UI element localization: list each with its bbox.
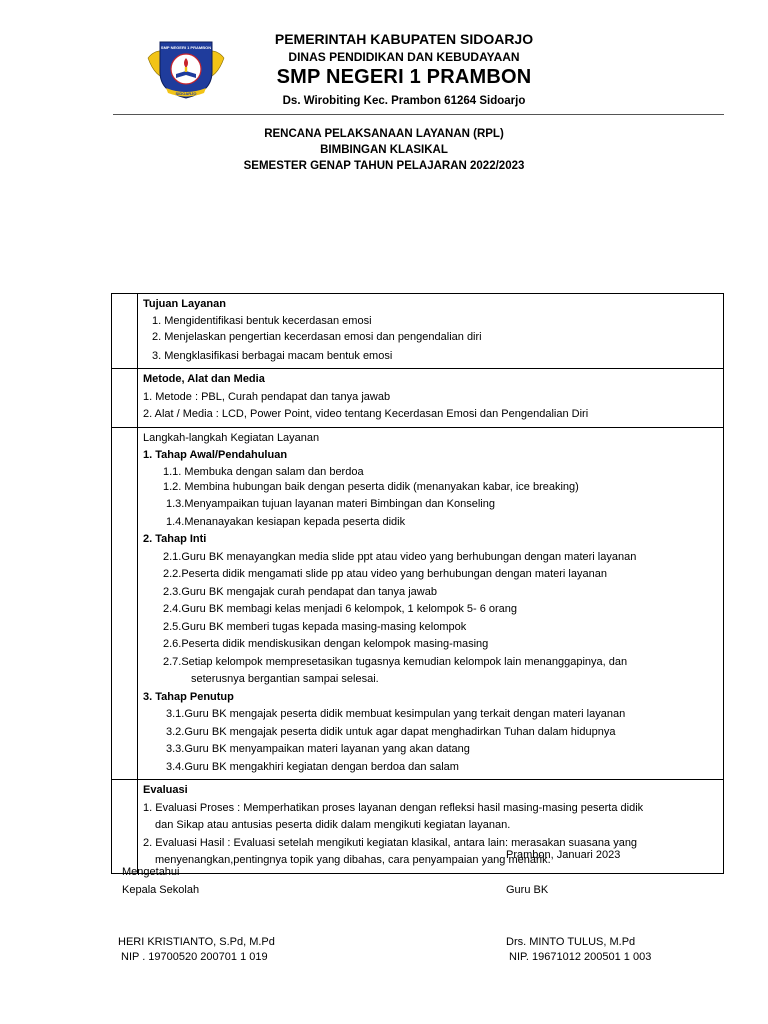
principal-name: HERI KRISTIANTO, S.Pd, M.Pd [118,936,275,948]
place-date: Prambon, Januari 2023 [506,849,621,861]
evaluasi-hasil: 2. Evaluasi Hasil : Evaluasi setelah mengikuti kegiatan klasikal, antara lain: merasakan suasana yang [143,836,638,849]
svg-text:SMP NEGERI 1 PRAMBON: SMP NEGERI 1 PRAMBON [160,45,212,50]
evaluasi-proses-cont: dan Sikap atau antusias peserta didik dalam mengikuti kegiatan layanan. [155,819,511,831]
tujuan-item: 2. Menjelaskan pengertian kecerdasan emosi dan pengendalian diri [152,330,482,343]
acknowledge-label: Mengetahui [122,866,180,878]
inti-item: 2.4.Guru BK membagi kelas menjadi 6 kelompok, 1 kelompok 5- 6 orang [163,603,518,615]
tujuan-heading: Tujuan Layanan [143,298,226,310]
number-cell [112,780,138,874]
number-cell [112,427,138,780]
awal-item: 1.3.Menyampaikan tujuan layanan materi Bimbingan dan Konseling [166,498,495,510]
evaluasi-heading: Evaluasi [143,784,188,796]
awal-item: 1.2. Membina hubungan baik dengan peserta didik (menanyakan kabar, ice breaking) [163,480,579,493]
school-address: Ds. Wirobiting Kec. Prambon 61264 Sidoarjo [282,95,526,107]
counselor-title: Guru BK [506,884,549,896]
department-name: DINAS PENDIDIKAN DAN KEBUDAYAAN [288,50,520,64]
principal-title: Kepala Sekolah [122,884,200,896]
doc-title-line2: BIMBINGAN KLASIKAL [320,144,448,156]
awal-item: 1.4.Menanayakan kesiapan kepada peserta didik [166,515,406,528]
row-tujuan [112,294,724,369]
metode-item: 1. Metode : PBL, Curah pendapat dan tanya jawab [143,390,391,403]
inti-item: 2.5.Guru BK memberi tugas kepada masing-masing kelompok [163,620,467,633]
evaluasi-proses: 1. Evaluasi Proses : Memperhatikan proses layanan dengan refleksi hasil masing-masing peserta didik [143,801,644,814]
counselor-nip: NIP. 19671012 200501 1 003 [509,951,652,963]
langkah-cell [138,427,724,780]
tahap-penutup-heading: 3. Tahap Penutup [143,690,234,703]
doc-title-line3: SEMESTER GENAP TAHUN PELAJARAN 2022/2023 [243,160,525,172]
counselor-name: Drs. MINTO TULUS, M.Pd [506,936,636,948]
inti-item: 2.6.Peserta didik mendiskusikan dengan kelompok masing-masing [163,638,489,650]
svg-text:SIDOARJO: SIDOARJO [175,91,197,96]
tujuan-item: 3. Mengklasifikasi berbagai macam bentuk emosi [152,350,393,362]
metode-heading: Metode, Alat dan Media [143,373,265,385]
tahap-awal-heading: 1. Tahap Awal/Pendahuluan [143,449,288,461]
inti-item-continuation: seterusnya bergantian sampai selesai. [191,673,379,685]
penutup-item: 3.1.Guru BK mengajak peserta didik membuat kesimpulan yang terkait dengan materi layanan [166,708,626,720]
inti-item: 2.3.Guru BK mengajak curah pendapat dan tanya jawab [163,585,437,598]
principal-nip: NIP . 19700520 200701 1 019 [121,951,268,963]
school-name: SMP NEGERI 1 PRAMBON [276,66,532,88]
awal-item: 1.1. Membuka dengan salam dan berdoa [163,465,364,478]
inti-item: 2.1.Guru BK menayangkan media slide ppt atau video yang berhubungan dengan materi layanan [163,550,637,563]
inti-item: 2.2.Peserta didik mengamati slide pp atau video yang berhubungan dengan materi layanan [163,568,607,580]
inti-item: 2.7.Setiap kelompok mempresetasikan tugasnya kemudian kelompok lain menanggapinya, dan [163,655,628,668]
metode-cell [138,369,724,428]
penutup-item: 3.4.Guru BK mengakhiri kegiatan dengan berdoa dan salam [166,760,459,773]
metode-item: 2. Alat / Media : LCD, Power Point, video tentang Kecerdasan Emosi dan Pengendalian Diri [143,408,589,420]
tujuan-item: 1. Mengidentifikasi bentuk kecerdasan emosi [152,314,372,327]
langkah-heading: Langkah-langkah Kegiatan Layanan [143,431,320,444]
tujuan-cell [138,294,724,369]
penutup-item: 3.2.Guru BK mengajak peserta didik untuk agar dapat menghadirkan Tuhan dalam hidupnya [166,725,616,738]
row-evaluasi [112,780,724,874]
penutup-item: 3.3.Guru BK menyampaikan materi layanan yang akan datang [166,743,470,755]
row-langkah [112,427,724,780]
letterhead-divider [113,114,724,115]
government-name: PEMERINTAH KABUPATEN SIDOARJO [274,31,534,47]
doc-title-line1: RENCANA PELAKSANAAN LAYANAN (RPL) [264,128,504,140]
row-metode [112,369,724,428]
tahap-inti-heading: 2. Tahap Inti [143,533,207,545]
rpl-table [111,293,724,874]
number-cell [112,369,138,428]
number-cell [112,294,138,369]
evaluasi-cell [138,780,724,874]
evaluasi-hasil-cont: menyenangkan,pentingnya topik yang dibahas, cara penyampaian yang menarik. [155,854,551,866]
